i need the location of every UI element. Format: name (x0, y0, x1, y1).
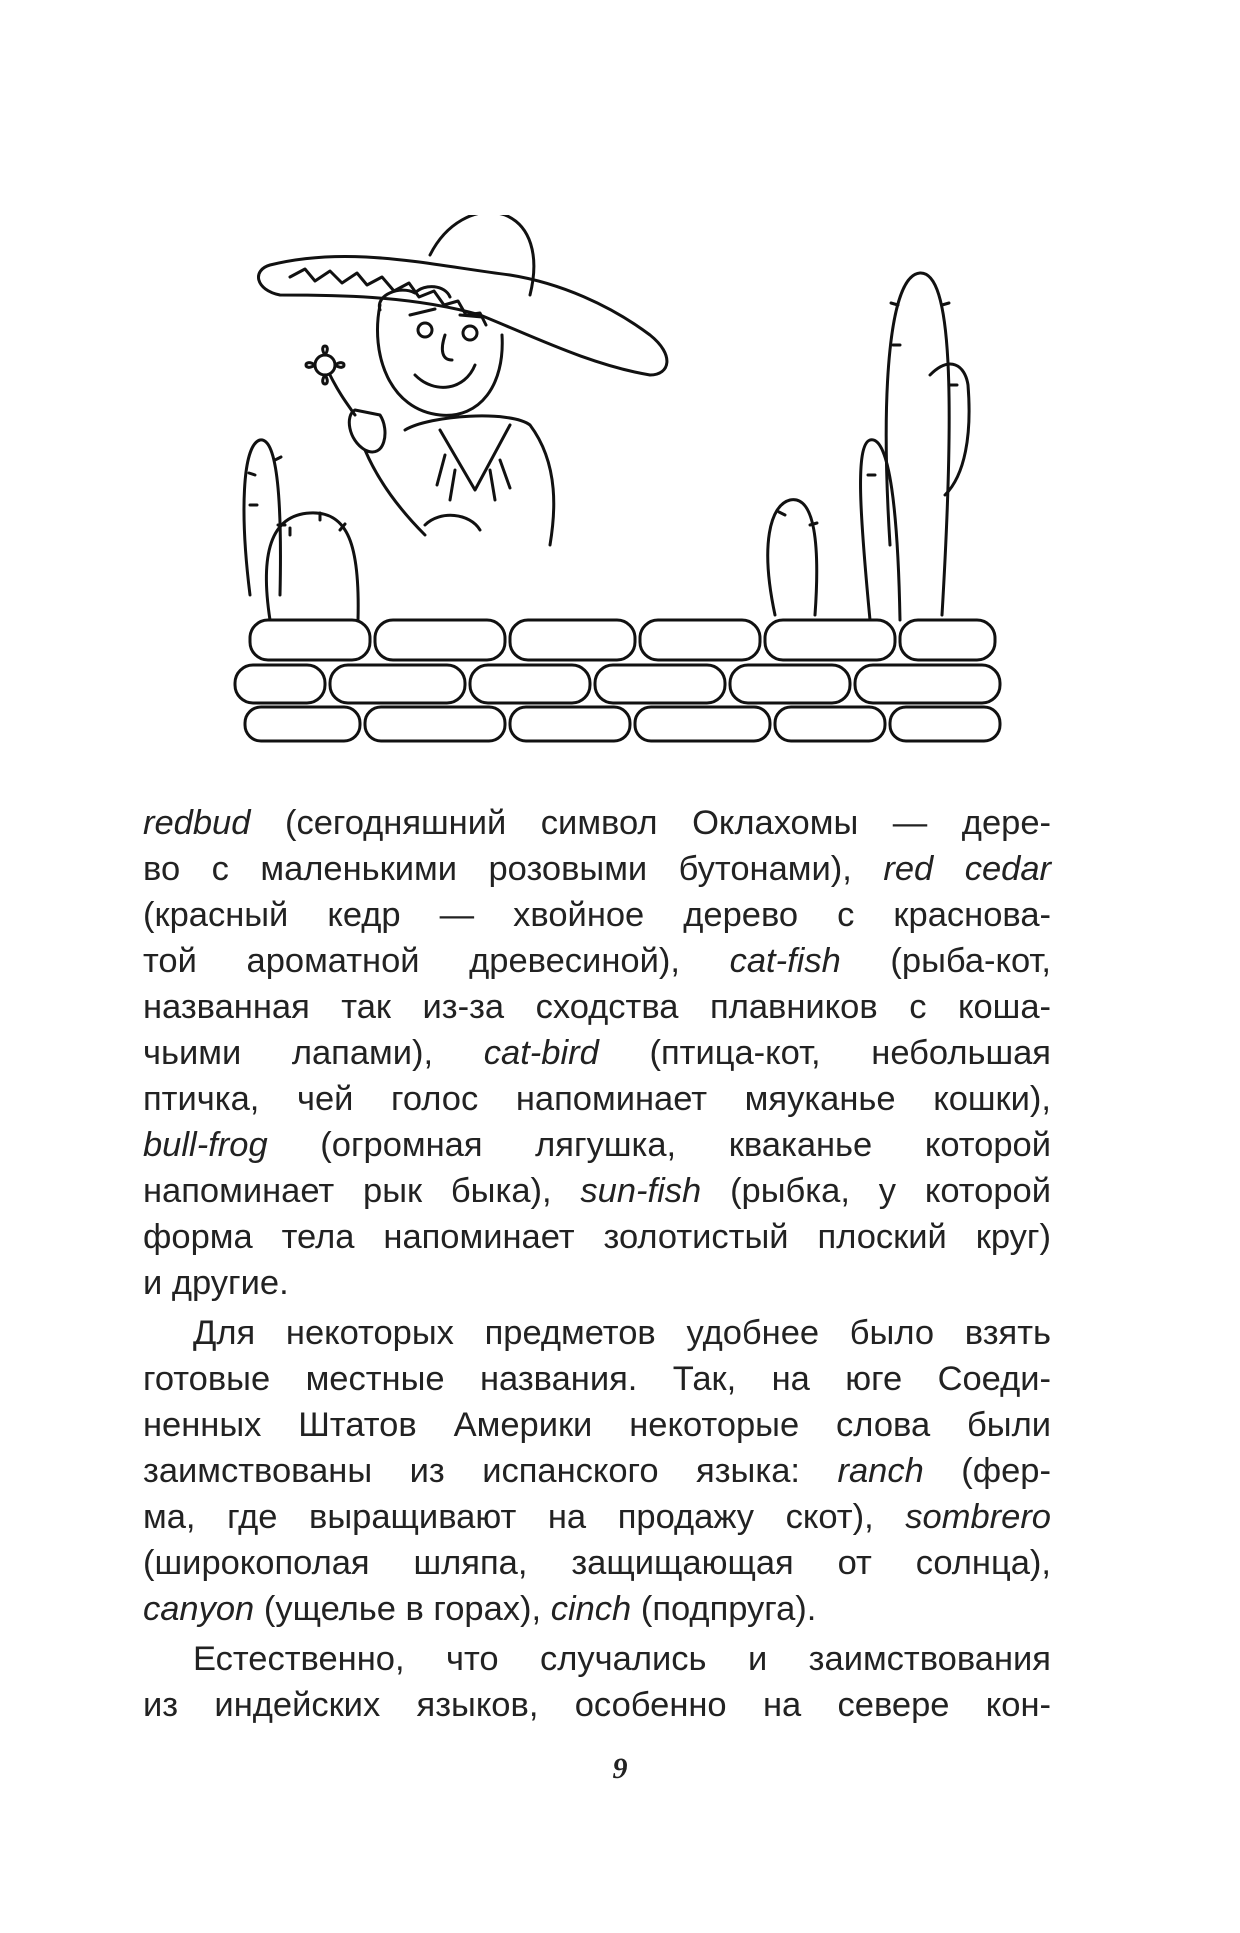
text-line: canyon (ущелье в горах), cinch (подпруга). (143, 1590, 817, 1628)
text-line: форма тела напоминает золотистый плоский круг) (143, 1218, 1051, 1256)
text-line: во с маленькими розовыми бутонами), red cedar (143, 850, 1052, 888)
text-line: той ароматной древесиной), cat-fish (рыба-кот, (143, 942, 1051, 980)
english-term: cat-fish (729, 942, 841, 980)
boy-in-sombrero-illustration (230, 215, 1010, 745)
text-line: bull-frog (огромная лягушка, кваканье которой (143, 1126, 1051, 1164)
spanish-term: canyon (143, 1590, 255, 1628)
text-line: готовые местные названия. Так, на юге Соеди- (143, 1360, 1051, 1398)
english-term: cat-bird (483, 1034, 599, 1072)
english-term: sun-fish (580, 1172, 702, 1210)
text-line: и другие. (143, 1264, 289, 1302)
text-line: напоминает рык быка), sun-fish (рыбка, у которой (143, 1172, 1051, 1210)
right-cactus (768, 273, 969, 620)
paragraph-3 (143, 1636, 1051, 1728)
text-line: птичка, чей голос напоминает мяуканье кошки), (143, 1080, 1051, 1118)
text-line: (красный кедр — хвойное дерево с краснова- (143, 896, 1051, 934)
english-term: bull-frog (143, 1126, 268, 1164)
paragraph-2 (143, 1310, 1051, 1632)
spanish-term: sombrero (905, 1498, 1051, 1536)
page-number: 9 (612, 1752, 628, 1785)
poncho (405, 416, 554, 545)
text-line: ма, где выращивают на продажу скот), sombrero (143, 1498, 1051, 1536)
english-term: red cedar (883, 850, 1052, 888)
body-text (143, 800, 1051, 1728)
text-line: из индейских языков, особенно на севере кон- (143, 1686, 1051, 1724)
text-line: redbud (сегодняшний символ Оклахомы — дере- (143, 804, 1051, 842)
text-line: названная так из-за сходства плавников с коша- (143, 988, 1051, 1026)
text-line: ненных Штатов Америки некоторые слова были (143, 1406, 1051, 1444)
flower-in-hand (306, 346, 425, 535)
stone-wall (235, 620, 1000, 741)
english-term: redbud (143, 804, 251, 842)
sombrero (259, 215, 667, 375)
text-line: (широкополая шляпа, защищающая от солнца), (143, 1544, 1051, 1582)
paragraph-1 (143, 800, 1051, 1306)
spanish-term: ranch (837, 1452, 924, 1490)
text-line: чьими лапами), cat-bird (птица-кот, небольшая (143, 1034, 1051, 1072)
left-cactus (244, 440, 358, 620)
text-line: Для некоторых предметов удобнее было взять (193, 1314, 1051, 1352)
text-line: Естественно, что случались и заимствования (193, 1640, 1051, 1678)
spanish-term: cinch (550, 1590, 632, 1628)
text-line: заимствованы из испанского языка: ranch (фер- (143, 1452, 1051, 1490)
